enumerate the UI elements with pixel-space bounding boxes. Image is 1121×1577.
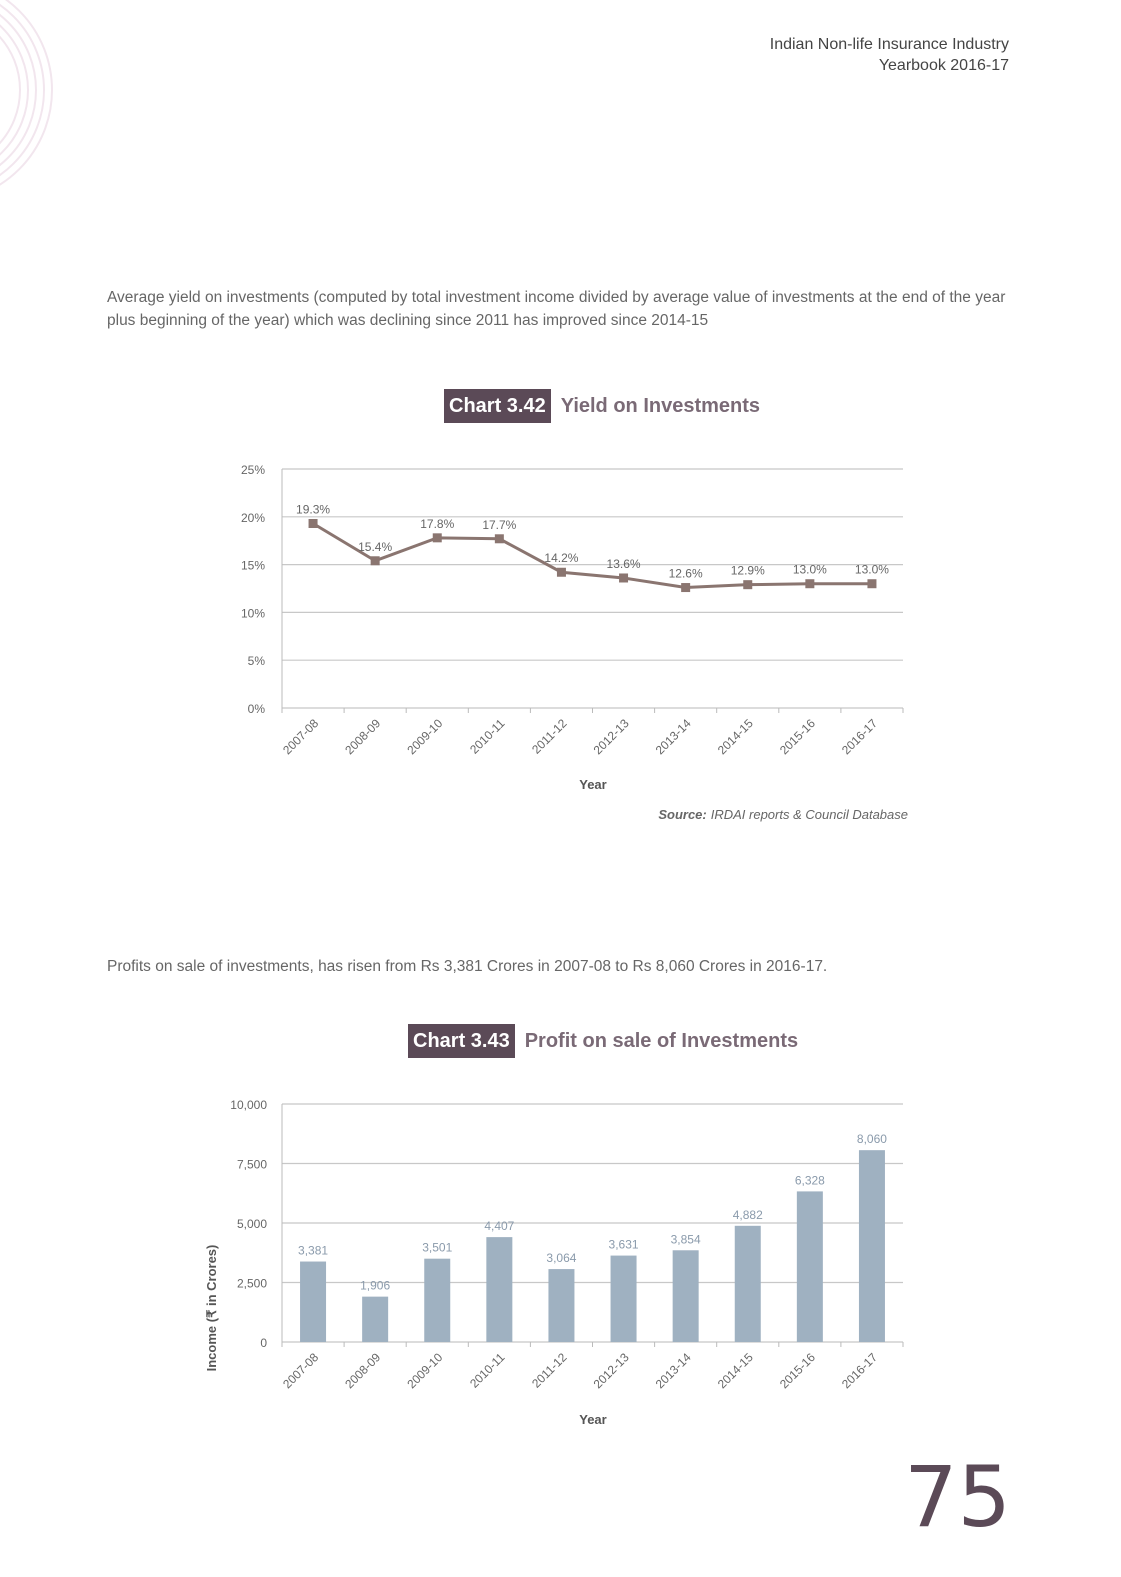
chart1-point xyxy=(681,583,690,592)
chart2-data-label: 6,328 xyxy=(794,1173,825,1188)
chart2-data-label: 4,882 xyxy=(732,1207,763,1222)
source-note xyxy=(658,807,908,822)
chart2-data-label: 4,407 xyxy=(484,1219,515,1234)
chart1-x-tick: 2008-09 xyxy=(342,716,384,758)
chart2-data-label: 3,381 xyxy=(298,1243,329,1258)
source-label: Source: xyxy=(658,807,707,822)
chart2-bar xyxy=(735,1226,761,1342)
chart1-data-label: 15.4% xyxy=(358,539,393,554)
chart1-x-tick: 2011-12 xyxy=(529,716,570,757)
chart2-data-label: 3,064 xyxy=(546,1251,577,1266)
chart2-y-tick: 2,500 xyxy=(236,1276,267,1291)
chart1-point xyxy=(743,580,752,589)
chart1-x-tick: 2013-14 xyxy=(652,716,694,758)
chart1-x-tick: 2014-15 xyxy=(714,716,756,758)
chart2-bar xyxy=(362,1297,388,1342)
chart2-y-tick: 5,000 xyxy=(236,1217,267,1231)
source-text: IRDAI reports & Council Database xyxy=(710,807,908,822)
chart1-data-label: 12.6% xyxy=(668,566,703,581)
page-header xyxy=(770,34,1009,76)
chart2-y-tick: 0 xyxy=(260,1336,267,1350)
chart2-x-tick: 2011-12 xyxy=(529,1350,570,1391)
chart2-x-tick: 2010-11 xyxy=(467,1350,508,1391)
chart2-bar xyxy=(797,1191,823,1342)
chart1-y-tick: 25% xyxy=(240,463,265,477)
yield-paragraph: Average yield on investments (computed by total investment income divided by average value of investments at the end of the year plus beginning of the year) which was declining since 2011 has improved since 2014-15 xyxy=(107,289,1006,329)
chart2-data-label: 8,060 xyxy=(856,1132,887,1147)
chart1-data-label: 17.7% xyxy=(482,517,517,532)
chart1-data-label: 13.6% xyxy=(606,556,641,571)
chart2-x-tick: 2012-13 xyxy=(590,1350,632,1392)
page-number: 75 xyxy=(904,1448,1011,1546)
chart1-point xyxy=(309,519,318,528)
chart2-x-tick: 2013-14 xyxy=(652,1350,694,1392)
chart1-y-tick: 5% xyxy=(247,654,265,669)
chart2-x-tick: 2014-15 xyxy=(714,1350,756,1392)
chart1-y-tick: 0% xyxy=(247,702,265,716)
chart1-number: Chart 3.42 xyxy=(444,389,551,423)
chart1-data-label: 12.9% xyxy=(730,563,765,578)
header-line-1: Indian Non-life Insurance Industry xyxy=(769,36,1009,53)
chart1-data-label: 14.2% xyxy=(544,551,579,566)
chart2-heading xyxy=(408,1024,798,1058)
chart2-bar xyxy=(424,1259,450,1342)
chart2-x-tick: 2015-16 xyxy=(776,1350,818,1392)
chart2-bar xyxy=(859,1150,885,1342)
chart2-y-tick: 10,000 xyxy=(230,1098,267,1112)
chart1-point xyxy=(867,579,876,588)
chart2-x-axis-label: Year xyxy=(579,1412,607,1427)
chart2-data-label: 3,631 xyxy=(608,1237,639,1252)
chart1-point xyxy=(371,556,380,565)
chart2-title: Profit on sale of Investments xyxy=(524,1029,799,1052)
chart2-y-tick: 7,500 xyxy=(236,1157,267,1172)
chart2-bar xyxy=(611,1256,637,1342)
chart2-bar xyxy=(300,1262,326,1342)
chart1-data-label: 13.0% xyxy=(792,562,827,577)
chart1-x-tick: 2010-11 xyxy=(467,716,508,757)
header-line-2: Yearbook 2016-17 xyxy=(878,57,1009,74)
chart1-x-axis-label: Year xyxy=(579,777,607,792)
chart2-x-tick: 2007-08 xyxy=(280,1350,322,1392)
chart2-bar xyxy=(548,1269,574,1342)
yield-series-line xyxy=(313,523,872,587)
chart1-point xyxy=(433,533,442,542)
chart1-y-tick: 20% xyxy=(240,510,265,525)
chart2-x-tick: 2016-17 xyxy=(839,1350,881,1392)
chart2-bar xyxy=(486,1237,512,1342)
chart1-x-tick: 2007-08 xyxy=(280,716,322,758)
chart1-x-tick: 2009-10 xyxy=(404,716,446,758)
chart1-point xyxy=(495,534,504,543)
chart1-x-tick: 2016-17 xyxy=(839,716,881,758)
chart1-data-label: 17.8% xyxy=(420,516,455,531)
chart1-x-tick: 2015-16 xyxy=(776,716,818,758)
chart1-title: Yield on Investments xyxy=(560,394,761,417)
yield-line-chart xyxy=(0,450,1121,830)
chart1-point xyxy=(805,579,814,588)
chart1-y-tick: 15% xyxy=(240,558,265,573)
decorative-arcs xyxy=(0,0,80,260)
chart1-y-tick: 10% xyxy=(240,606,265,621)
chart1-x-tick: 2012-13 xyxy=(590,716,632,758)
chart2-bar xyxy=(673,1250,699,1342)
chart1-heading xyxy=(444,389,760,423)
profit-bar-chart xyxy=(0,1085,1121,1435)
chart2-data-label: 1,906 xyxy=(360,1278,391,1293)
chart2-data-label: 3,854 xyxy=(670,1232,701,1247)
chart2-x-tick: 2009-10 xyxy=(404,1350,446,1392)
chart1-point xyxy=(557,568,566,577)
chart2-y-axis-label: Income (₹ in Crores) xyxy=(204,1244,219,1372)
profit-paragraph: Profits on sale of investments, has risen from Rs 3,381 Crores in 2007-08 to Rs 8,060 Crores in 2016-17. xyxy=(107,958,828,975)
chart2-x-tick: 2008-09 xyxy=(342,1350,384,1392)
chart2-number: Chart 3.43 xyxy=(408,1024,515,1058)
chart1-point xyxy=(619,573,628,582)
chart1-data-label: 19.3% xyxy=(296,502,331,517)
chart2-data-label: 3,501 xyxy=(422,1240,453,1255)
chart1-data-label: 13.0% xyxy=(854,562,889,577)
